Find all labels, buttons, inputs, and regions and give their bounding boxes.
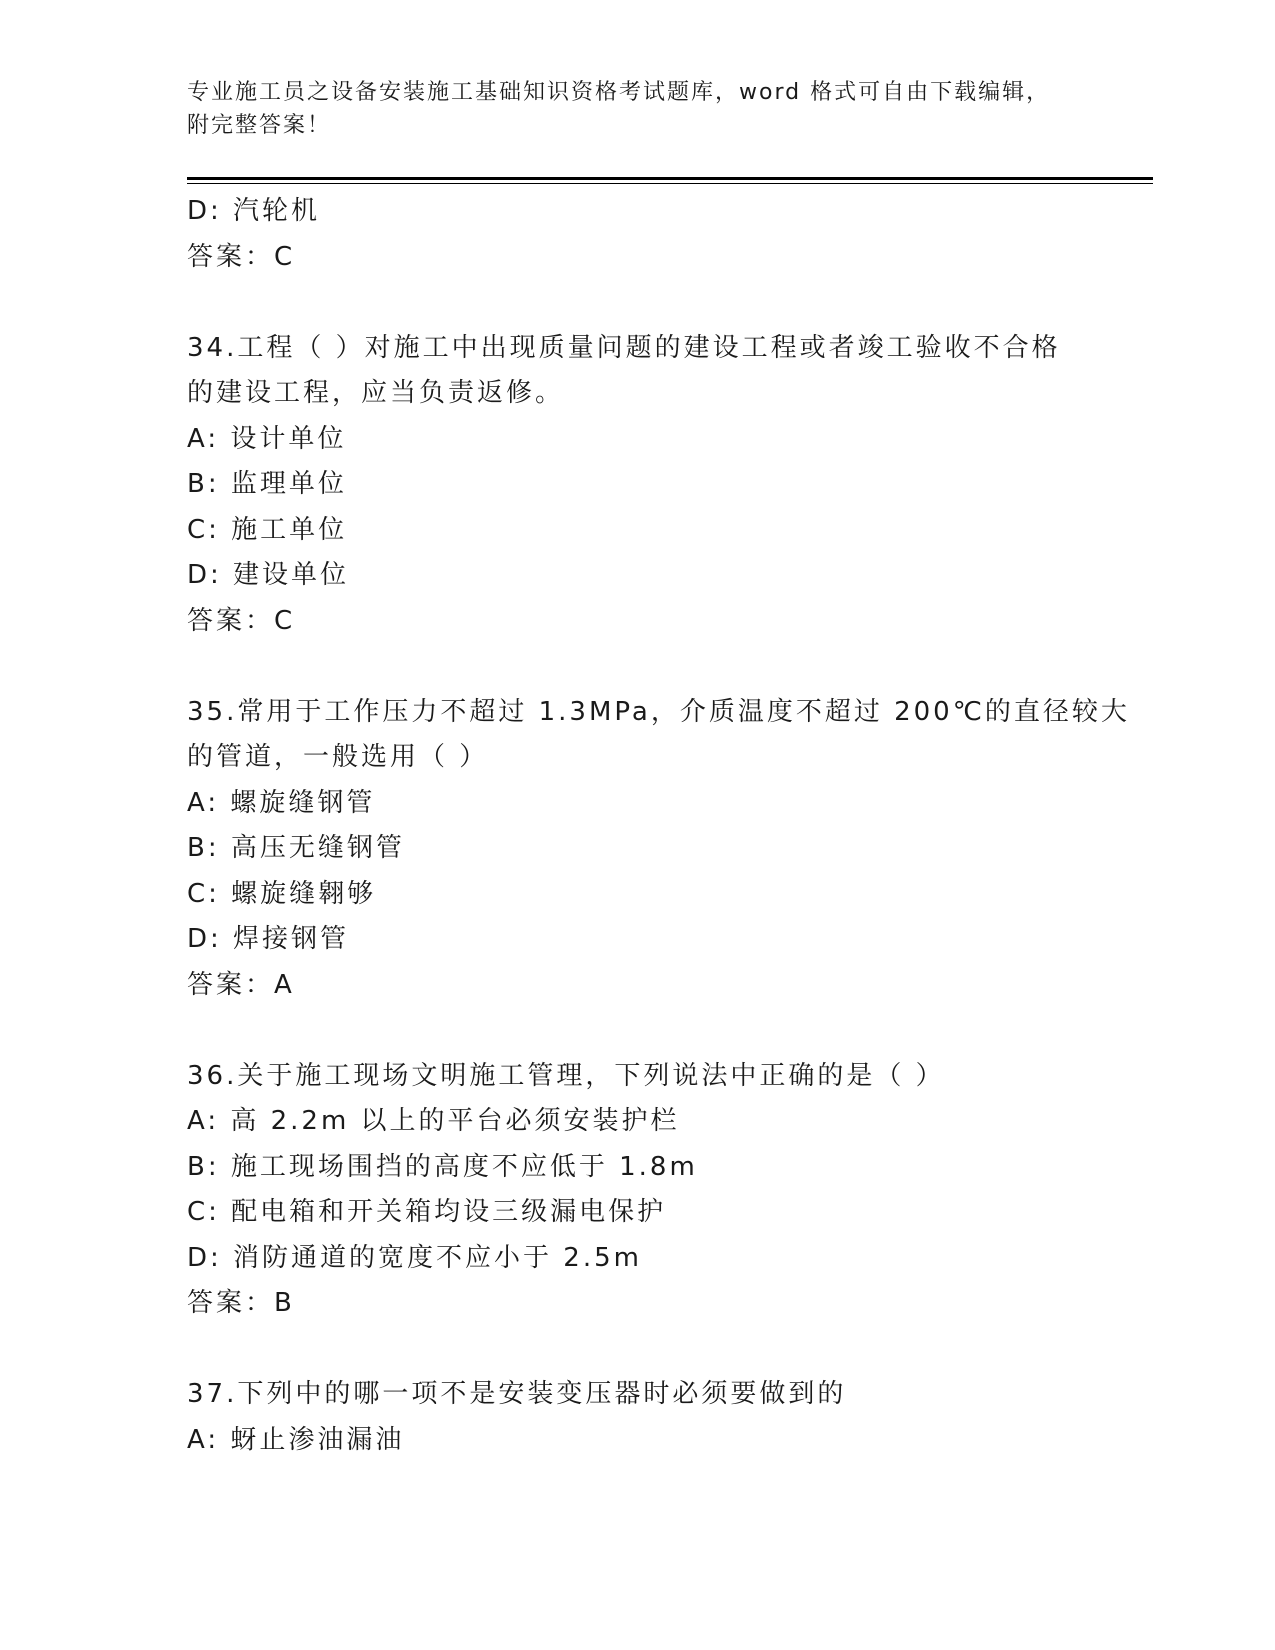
question-stem: 36.关于施工现场文明施工管理，下列说法中正确的是（ ） (187, 1060, 945, 1091)
question-34 (187, 326, 1087, 645)
header-line-2: 附完整答案！ (187, 113, 332, 138)
option-c: C: 配电箱和开关箱均设三级漏电保护 (187, 1197, 667, 1227)
question-37 (187, 1372, 1087, 1463)
question-36 (187, 1054, 1087, 1327)
header-rule-thin (187, 183, 1153, 184)
option-a: A: 高 2.2m 以上的平台必须安装护栏 (187, 1106, 680, 1136)
answer-line: 答案：C (187, 605, 296, 636)
document-header (187, 76, 1067, 142)
option-b: B: 监理单位 (187, 469, 347, 499)
question-stem-continued: 的管道，一般选用（ ） (187, 742, 489, 772)
question-stem: 37.下列中的哪一项不是安装变压器时必须要做到的 (187, 1379, 847, 1409)
spacer (187, 644, 1087, 690)
answer-line: 答案：A (187, 969, 295, 1000)
option-a: A: 螺旋缝钢管 (187, 787, 376, 818)
option-c: C: 施工单位 (187, 514, 348, 545)
option-a: A: 蚜止渗油漏油 (187, 1424, 405, 1455)
option-d: D: 消防通道的宽度不应小于 2.5m (187, 1242, 642, 1273)
option-b: B: 施工现场围挡的高度不应低于 1.8m (187, 1151, 698, 1182)
question-stem-continued: 的建设工程，应当负责返修。 (187, 378, 565, 408)
option-d: D: 焊接钢管 (187, 924, 350, 954)
option-d: D: 建设单位 (187, 560, 350, 590)
header-rule-thick (187, 177, 1153, 180)
spacer (187, 1008, 1087, 1054)
spacer (187, 280, 1087, 326)
option-d: D: 汽轮机 (187, 196, 321, 226)
header-line-1: 专业施工员之设备安装施工基础知识资格考试题库，word 格式可自由下载编辑， (187, 80, 1051, 105)
answer-line: 答案：B (187, 1288, 295, 1318)
question-stem: 34.工程（ ）对施工中出现质量问题的建设工程或者竣工验收不合格 (187, 332, 1061, 363)
question-35 (187, 690, 1130, 1009)
question-stem: 35.常用于工作压力不超过 1.3MPa，介质温度不超过 200℃的直径较大 (187, 696, 1130, 727)
spacer (187, 1327, 1087, 1373)
answer-line: 答案：C (187, 241, 296, 272)
option-c: C: 螺旋缝翱够 (187, 878, 377, 909)
option-a: A: 设计单位 (187, 423, 347, 454)
document-body (187, 189, 1130, 1463)
option-b: B: 高压无缝钢管 (187, 833, 405, 863)
